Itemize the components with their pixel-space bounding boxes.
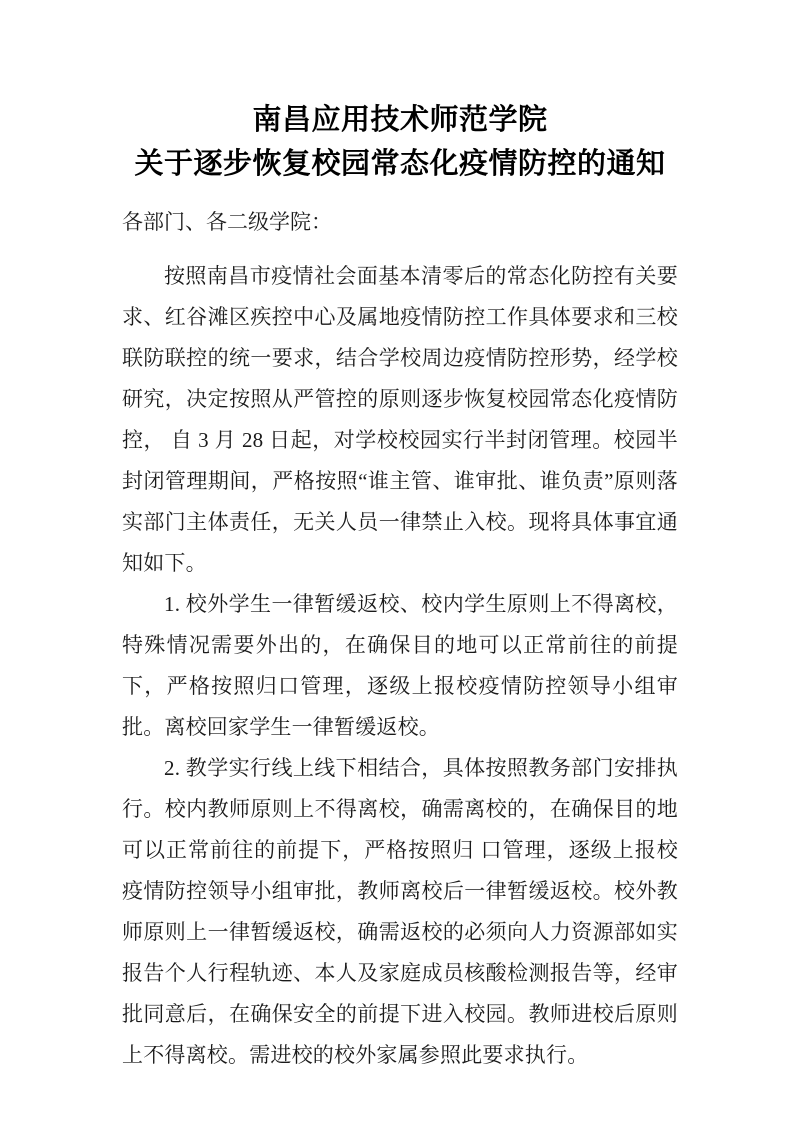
document-title [122,98,678,186]
paragraph-intro: 按照南昌市疫情社会面基本清零后的常态化防控有关要求、红谷滩区疾控中心及属地疫情防控工作具体要求和三校联防联控的统一要求，结合学校周边疫情防控形势，经学校研究，决定按照从严管控的原则逐步恢复校园常态化疫情防控， 自 3 月 28 日起，对学校校园实行半封闭管理。校园半封闭管理期间，严格按照“谁主管、谁审批、谁负责”原则落实部门主体责任，无关人员一律禁止入校。现将具体事宜通知如下。 [122,264,678,575]
paragraph-item-2: 2. 教学实行线上线下相结合，具体按照教务部门安排执行。校内教师原则上不得离校，确需离校的，在确保目的地可以正常前往的前提下，严格按照归 口管理，逐级上报校疫情防控领导小组审批，教师离校后一律暂缓返校。校外教师原则上一律暂缓返校，确需返校的必须向人力资源部如实报告个人行程轨迹、本人及家庭成员核酸检测报告等，经审批同意后，在确保安全的前提下进入校园。教师进校后原则上不得离校。需进校的校外家属参照此要求执行。 [122,756,678,1067]
paragraph-item-1: 1. 校外学生一律暂缓返校、校内学生原则上不得离校，特殊情况需要外出的，在确保目的地可以正常前往的前提下，严格按照归口管理，逐级上报校疫情防控领导小组审批。离校回家学生一律暂缓返校。 [122,592,678,739]
title-org-name: 南昌应用技术师范学院 [252,104,548,136]
title-notice-subject: 关于逐步恢复校园常态化疫情防控的通知 [134,148,666,180]
salutation: 各部门、各二级学院： [122,210,332,234]
